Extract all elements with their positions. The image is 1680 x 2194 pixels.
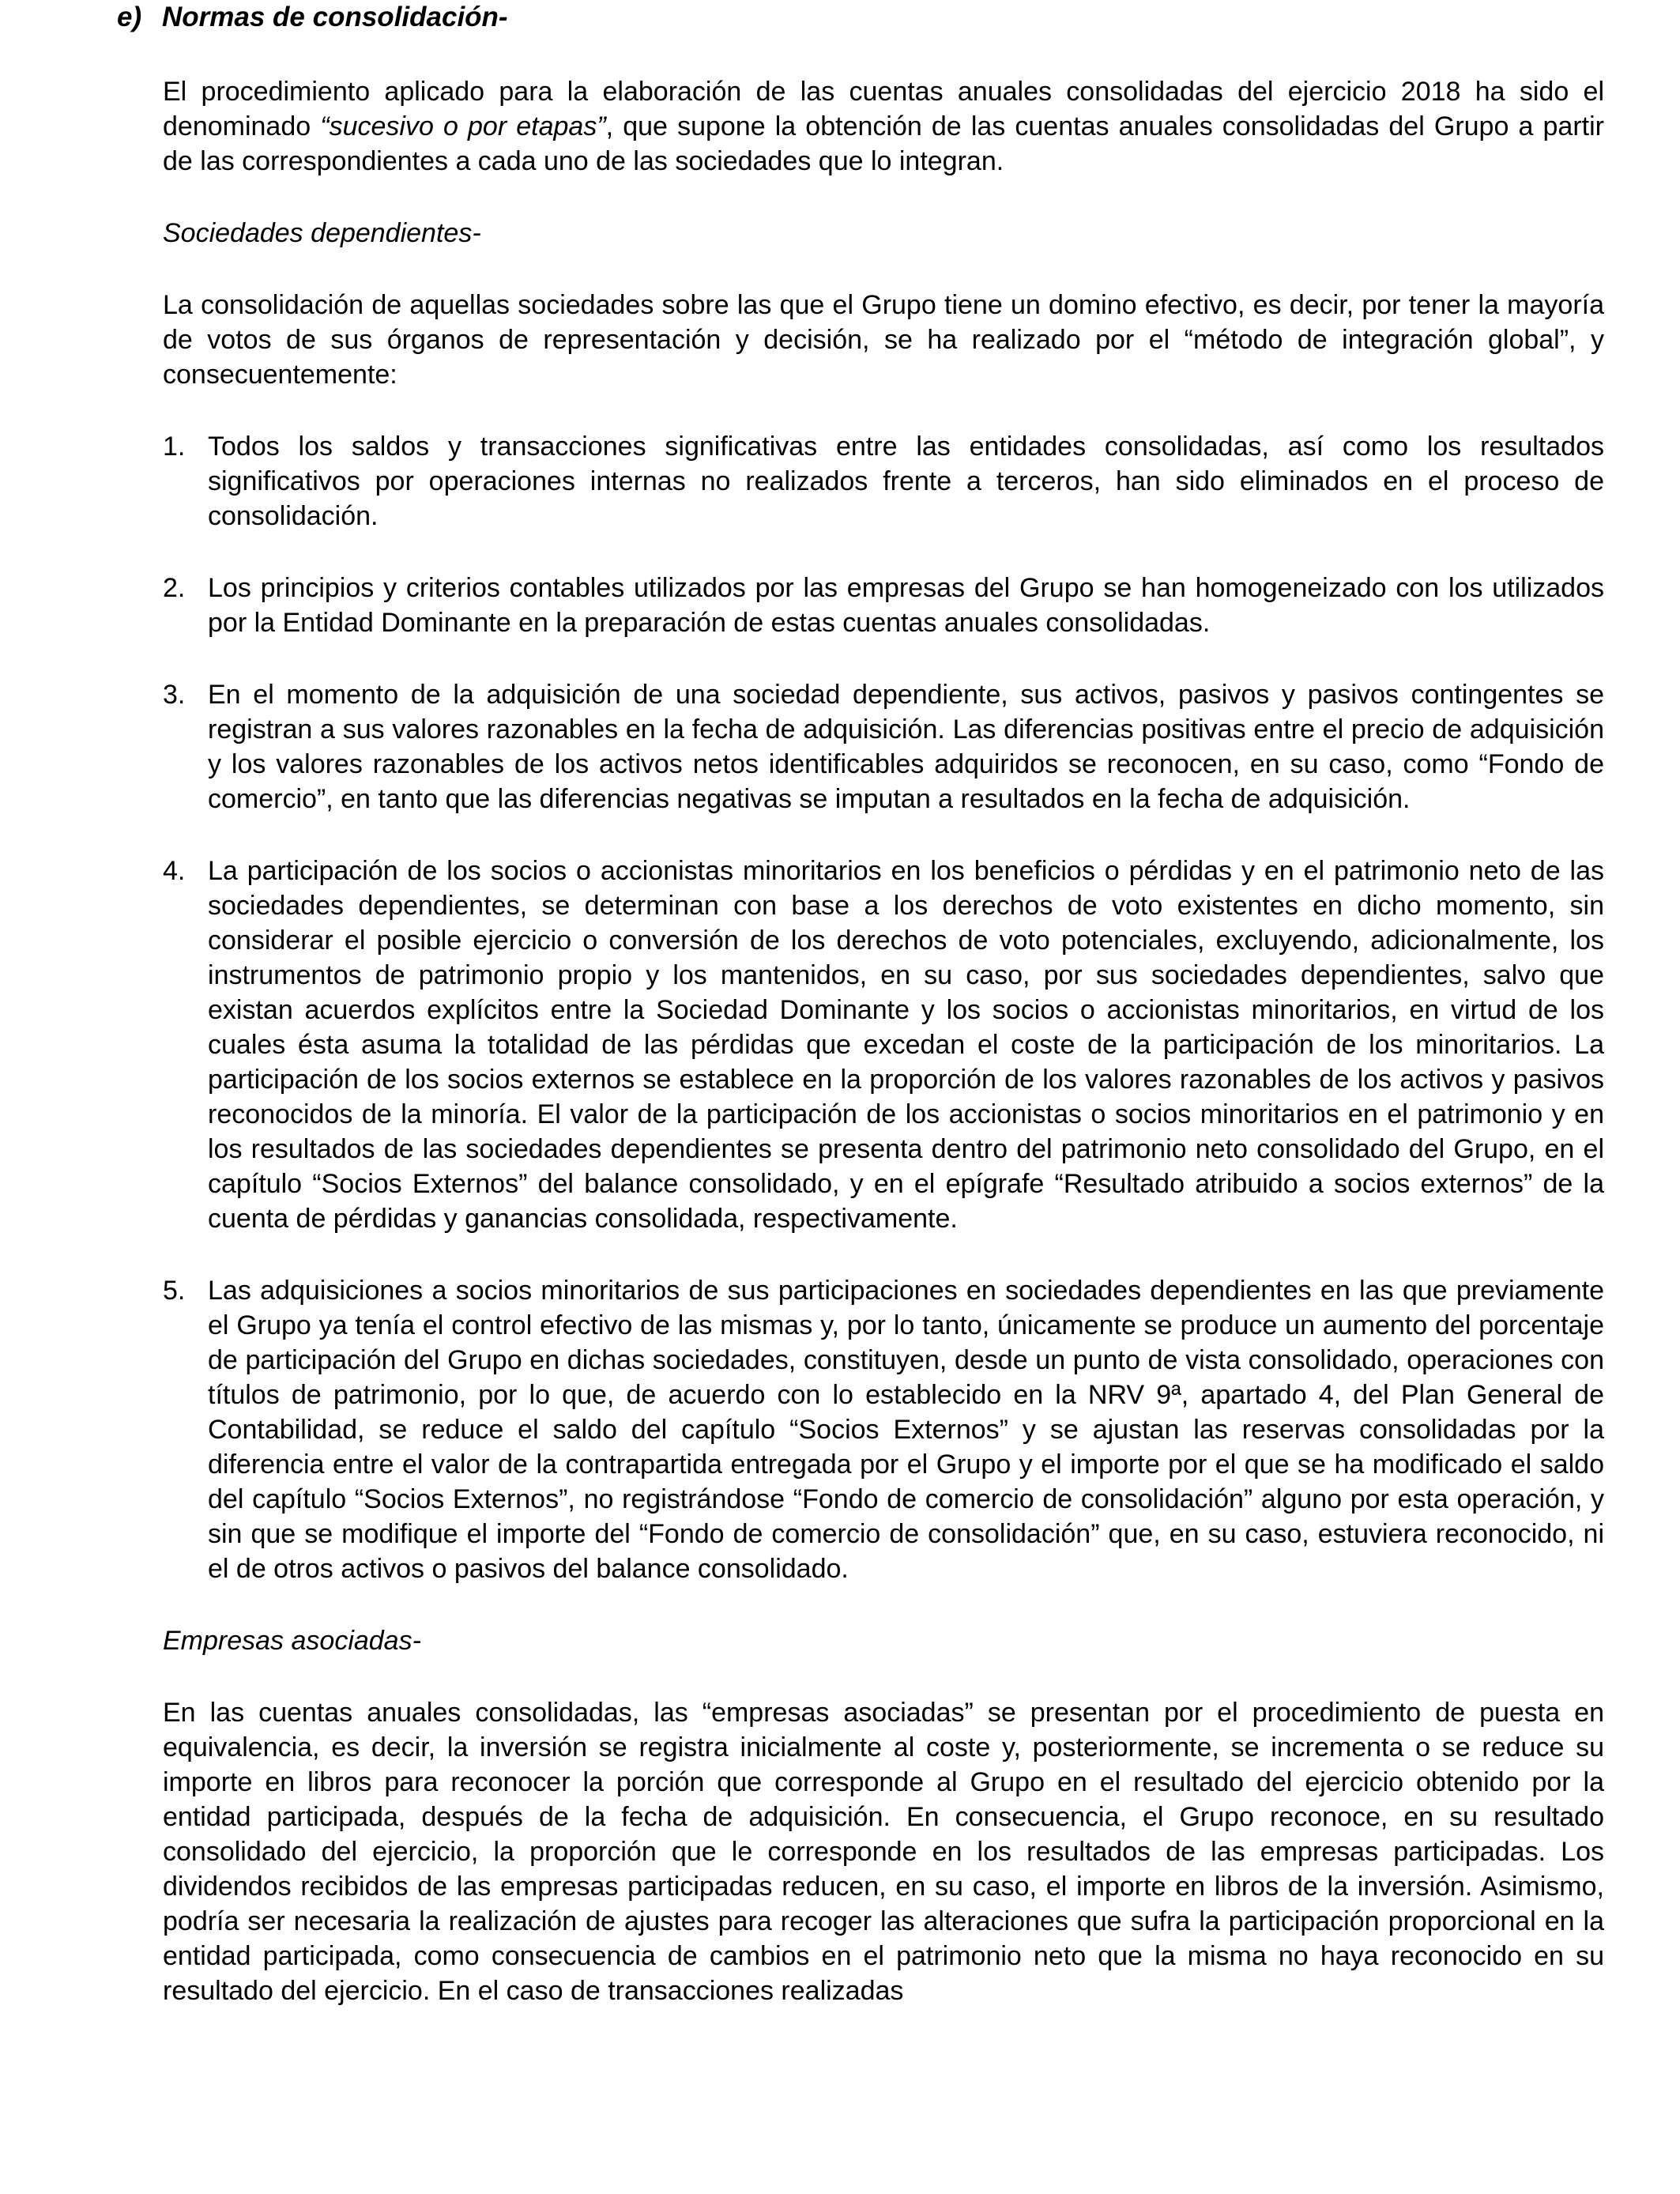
list-item-text: Todos los saldos y transacciones significativas entre las entidades consolidadas, así como los resultados significativos por operaciones internas no realizados frente a terceros, han sido eliminados en el proceso de consolidación.: [208, 432, 1604, 531]
list-item-number: 5.: [163, 1276, 186, 1306]
asociadas-paragraph: En las cuentas anuales consolidadas, las “empresas asociadas” se presentan por el procedimiento de puesta en equivalencia, es decir, la inversión se registra inicialmente al coste y, posteriormente, se incrementa o se reduce su importe en libros para reconocer la porción que corresponde al Grupo en el resultado del ejercicio obtenido por la entidad participada, después de la fecha de adquisición. En consecuencia, el Grupo reconoce, en su resultado consolidado del ejercicio, la proporción que le corresponde en los resultados de las empresas participadas. Los dividendos recibidos de las empresas participadas reducen, en su caso, el importe en libros de la inversión. Asimismo, podría ser necesaria la realización de ajustes para recoger las alteraciones que sufra la participación proporcional en la entidad participada, como consecuencia de cambios en el patrimonio neto que la misma no haya reconocido en su resultado del ejercicio. En el caso de transacciones realizadas: [163, 1698, 1604, 2006]
intro-paragraph: El procedimiento aplicado para la elaboración de las cuentas anuales consolidadas del ejercicio 2018 ha sido el denominado “sucesivo o por etapas”, que supone la obtención de las cuentas anuales consolidadas del Grupo a partir de las correspondientes a cada uno de las sociedades que lo integran.: [163, 77, 1604, 176]
section-title: Normas de consolidación-: [162, 2, 508, 32]
subheading-asociadas: Empresas asociadas-: [163, 1626, 421, 1656]
subheading-dependientes: Sociedades dependientes-: [163, 218, 481, 248]
list-item-number: 4.: [163, 856, 186, 886]
dependientes-paragraph: La consolidación de aquellas sociedades sobre las que el Grupo tiene un domino efectivo, es decir, por tener la mayoría de votos de sus órganos de representación y decisión, se ha realizado por el “método de integración global”, y consecuentemente:: [163, 290, 1604, 390]
intro-method-name: “sucesivo o por etapas”: [320, 111, 606, 141]
list-item-number: 3.: [163, 680, 186, 710]
list-item: [163, 677, 1604, 816]
list-item-text: En el momento de la adquisición de una sociedad dependiente, sus activos, pasivos y pasivos contingentes se registran a sus valores razonables en la fecha de adquisición. Las diferencias positivas entre el precio de adquisición y los valores razonables de los activos netos identificables adquiridos se reconocen, en su caso, como “Fondo de comercio”, en tanto que las diferencias negativas se imputan a resultados en la fecha de adquisición.: [208, 680, 1604, 814]
document-body: [163, 74, 1604, 2008]
list-item: [163, 1273, 1604, 1586]
list-item-text: Las adquisiciones a socios minoritarios de sus participaciones en sociedades dependientes en las que previamente el Grupo ya tenía el control efectivo de las mismas y, por lo tanto, únicamente se produce un aumento del porcentaje de participación del Grupo en dichas sociedades, constituyen, desde un punto de vista consolidado, operaciones con títulos de patrimonio, por lo que, de acuerdo con lo establecido en la NRV 9ª, apartado 4, del Plan General de Contabilidad, se reduce el saldo del capítulo “Socios Externos” y se ajustan las reservas consolidadas por la diferencia entre el valor de la contrapartida entregada por el Grupo y el importe por el que se ha modificado el saldo del capítulo “Socios Externos”, no registrándose “Fondo de comercio de consolidación” alguno por esta operación, y sin que se modifique el importe del “Fondo de comercio de consolidación” que, en su caso, estuviera reconocido, ni el de otros activos o pasivos del balance consolidado.: [208, 1276, 1604, 1584]
numbered-list: [163, 429, 1604, 1586]
list-item-text: Los principios y criterios contables utilizados por las empresas del Grupo se han homogeneizado con los utilizados por la Entidad Dominante en la preparación de estas cuentas anuales consolidadas.: [208, 573, 1604, 638]
list-item: [163, 429, 1604, 533]
section-letter: e): [117, 2, 142, 32]
section-heading: [117, 0, 508, 35]
list-item: [163, 571, 1604, 640]
list-item-number: 2.: [163, 573, 186, 603]
list-item: [163, 854, 1604, 1236]
list-item-text: La participación de los socios o accionistas minoritarios en los beneficios o pérdidas y en el patrimonio neto de las sociedades dependientes, se determinan con base a los derechos de voto existentes en dicho momento, sin considerar el posible ejercicio o conversión de los derechos de voto potenciales, excluyendo, adicionalmente, los instrumentos de patrimonio propio y los mantenidos, en su caso, por sus sociedades dependientes, salvo que existan acuerdos explícitos entre la Sociedad Dominante y los socios o accionistas minoritarios, en virtud de los cuales ésta asuma la totalidad de las pérdidas que excedan el coste de la participación de los minoritarios. La participación de los socios externos se establece en la proporción de los valores razonables de los activos y pasivos reconocidos de la minoría. El valor de la participación de los accionistas o socios minoritarios en el patrimonio y en los resultados de las sociedades dependientes se presenta dentro del patrimonio neto consolidado del Grupo, en el capítulo “Socios Externos” del balance consolidado, y en el epígrafe “Resultado atribuido a socios externos” de la cuenta de pérdidas y ganancias consolidada, respectivamente.: [208, 856, 1604, 1234]
list-item-number: 1.: [163, 432, 186, 462]
